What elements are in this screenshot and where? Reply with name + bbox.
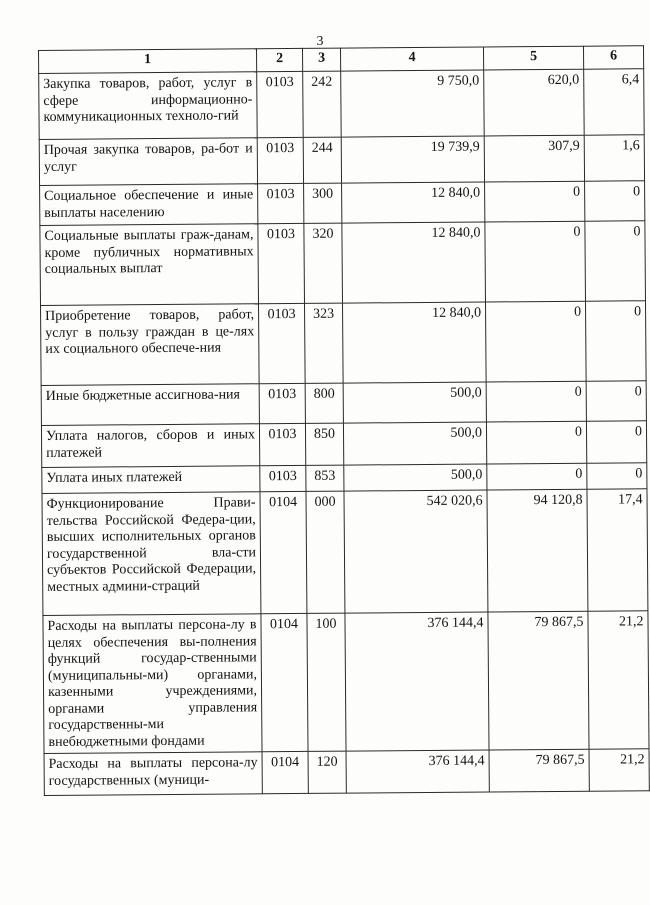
expense-type-cell: 800 (305, 383, 343, 423)
section-code-cell: 0103 (257, 137, 303, 183)
percent-cell: 6,4 (584, 69, 645, 135)
executed-amount-cell: 0 (486, 381, 586, 422)
planned-amount-cell: 19 739,9 (341, 136, 484, 183)
expense-name-cell: Прочая закупка товаров, ра-бот и услуг (39, 138, 257, 186)
table-row (41, 381, 646, 426)
percent-cell: 0 (585, 221, 646, 301)
planned-amount-cell: 12 840,0 (342, 182, 485, 223)
planned-amount-cell: 500,0 (343, 382, 486, 423)
expense-type-cell: 850 (305, 423, 343, 465)
planned-amount-cell: 500,0 (344, 464, 487, 491)
section-code-cell: 0103 (258, 303, 305, 383)
table-row (43, 611, 649, 754)
planned-amount-cell: 376 144,4 (346, 750, 489, 793)
section-code-cell: 0104 (262, 751, 308, 793)
executed-amount-cell: 0 (485, 221, 586, 302)
table-row (41, 301, 647, 386)
expense-type-cell: 120 (308, 751, 346, 793)
expense-type-cell: 853 (306, 465, 344, 491)
expense-name-cell: Функционирование Прави-тельства Российской Федера-ции, высших исполнительных органов государственной вла-сти субъектов Российской Федерации, местных админи-страций (42, 492, 261, 616)
planned-amount-cell: 500,0 (343, 422, 486, 465)
table-row (42, 489, 648, 616)
column-header-section: 2 (256, 48, 302, 71)
expense-name-cell: Уплата иных платежей (42, 466, 260, 494)
section-code-cell: 0104 (260, 491, 307, 613)
executed-amount-cell: 79 867,5 (488, 611, 589, 750)
expense-name-cell: Уплата налогов, сборов и иных платежей (41, 424, 259, 468)
expense-type-cell: 320 (304, 223, 343, 303)
percent-cell: 0 (586, 381, 646, 421)
table-row (41, 421, 646, 468)
executed-amount-cell: 0 (485, 301, 586, 382)
section-code-cell: 0104 (261, 613, 308, 751)
expense-name-cell: Расходы на выплаты персона-лу в целях обеспечения вы-полнения функций государ-ственными (муниципальны-ми) органами, казенными учреждениями, органами управления государственны-ми внебюджетными фондами (43, 614, 262, 754)
column-header-percent: 6 (583, 46, 643, 69)
column-header-name: 1 (39, 49, 257, 74)
executed-amount-cell: 79 867,5 (489, 749, 589, 792)
planned-amount-cell: 542 020,6 (344, 490, 488, 613)
table-row (40, 181, 645, 226)
section-code-cell: 0103 (259, 383, 305, 423)
executed-amount-cell: 0 (485, 181, 585, 222)
planned-amount-cell: 12 840,0 (342, 302, 486, 383)
table-row (39, 135, 644, 186)
section-code-cell: 0103 (260, 465, 306, 491)
budget-table-sheet (38, 45, 645, 795)
expense-name-cell: Приобретение товаров, работ, услуг в пользу граждан в це-лях их социального обеспече-ния (41, 304, 260, 386)
executed-amount-cell: 0 (487, 463, 587, 490)
percent-cell: 0 (586, 421, 646, 463)
planned-amount-cell: 9 750,0 (341, 70, 485, 137)
percent-cell: 21,2 (588, 611, 649, 749)
section-code-cell: 0103 (258, 183, 304, 223)
expense-type-cell: 100 (307, 613, 346, 751)
expense-name-cell: Иные бюджетные ассигнова-ния (41, 384, 259, 426)
planned-amount-cell: 376 144,4 (345, 612, 489, 751)
percent-cell: 17,4 (587, 489, 648, 611)
table-row (44, 749, 649, 796)
executed-amount-cell: 620,0 (484, 69, 585, 136)
budget-execution-table (38, 45, 650, 796)
section-code-cell: 0103 (257, 71, 304, 137)
table-row (40, 221, 646, 306)
page-number: 3 (316, 34, 324, 49)
table-row (39, 69, 644, 140)
column-header-executed: 5 (483, 46, 583, 70)
expense-type-cell: 242 (303, 71, 342, 137)
expense-name-cell: Расходы на выплаты персона-лу государственных (муници- (44, 752, 262, 796)
expense-type-cell: 323 (304, 303, 343, 383)
section-code-cell: 0103 (259, 423, 305, 465)
expense-type-cell: 244 (303, 137, 341, 183)
expense-name-cell: Социальные выплаты граж-данам, кроме публичных нормативных социальных выплат (40, 224, 259, 306)
expense-type-cell: 000 (306, 491, 345, 613)
percent-cell: 1,6 (584, 135, 644, 181)
percent-cell: 21,2 (589, 749, 649, 791)
section-code-cell: 0103 (258, 223, 305, 303)
executed-amount-cell: 0 (486, 421, 586, 464)
percent-cell: 0 (585, 181, 645, 221)
executed-amount-cell: 94 120,8 (487, 489, 588, 612)
executed-amount-cell: 307,9 (484, 135, 584, 182)
expense-name-cell: Социальное обеспечение и иные выплаты населению (40, 184, 258, 226)
column-header-plan: 4 (340, 47, 483, 71)
percent-cell: 0 (585, 301, 646, 381)
column-header-type: 3 (302, 48, 340, 71)
expense-name-cell: Закупка товаров, работ, услуг в сфере информационно-коммуникационных техноло-гий (39, 72, 258, 140)
expense-type-cell: 300 (304, 183, 342, 223)
percent-cell: 0 (587, 463, 647, 489)
planned-amount-cell: 12 840,0 (342, 222, 486, 303)
